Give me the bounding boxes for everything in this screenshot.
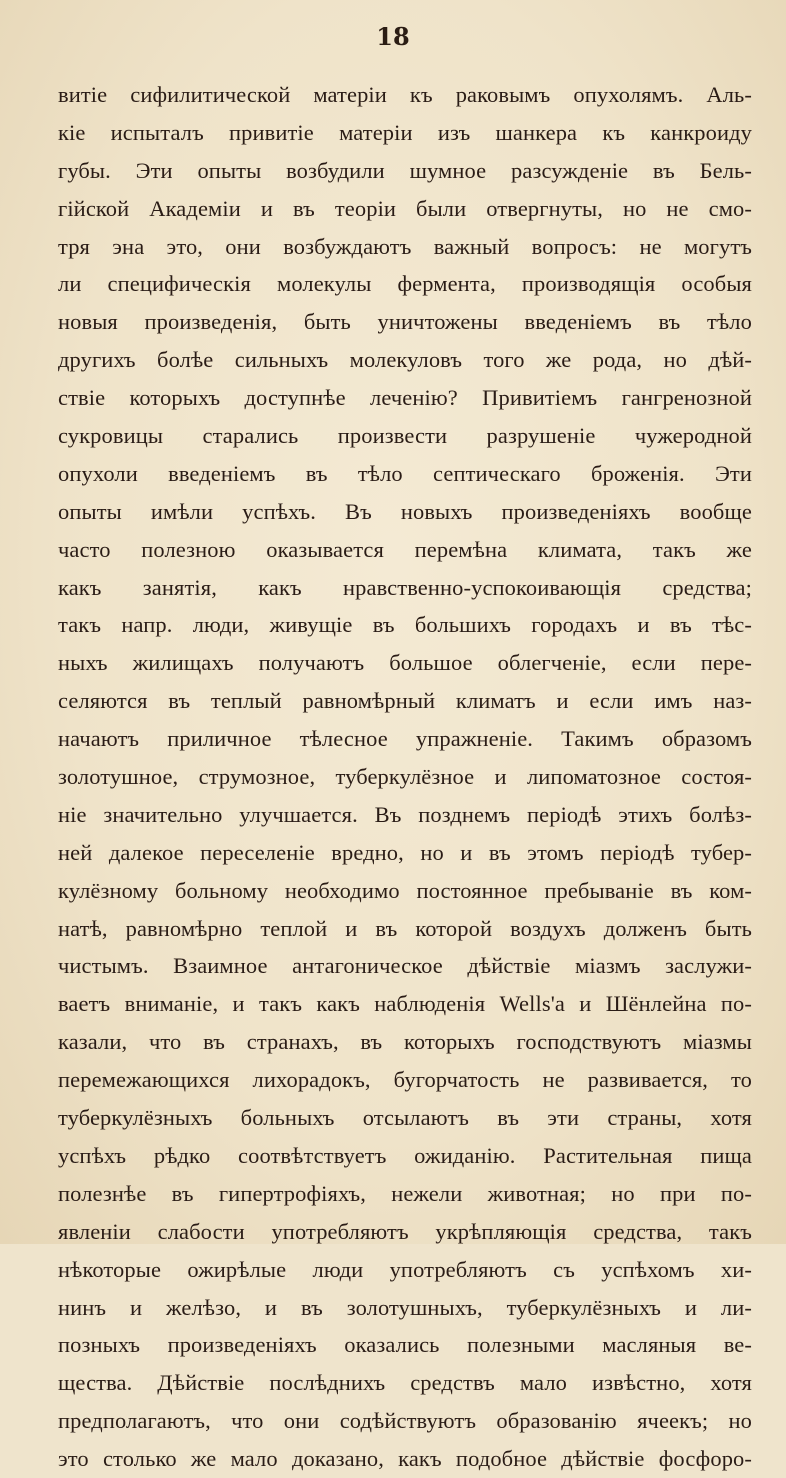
text-line: нинъ и желѣзо, и въ золотушныхъ, туберкулёзныхъ и ли- [58,1294,752,1320]
text-line: казали, что въ странахъ, въ которыхъ господствуютъ міазмы [58,1029,752,1055]
text-line: такъ напр. люди, живущіе въ большихъ городахъ и въ тѣс- [58,612,752,638]
text-line: туберкулёзныхъ больныхъ отсылаютъ въ эти страны, хотя [58,1105,752,1131]
text-line: витіе сифилитической матеріи къ раковымъ опухолямъ. Аль- [58,82,752,107]
text-line: селяются въ теплый равномѣрный климатъ и если имъ наз- [58,688,752,714]
text-line: опухоли введеніемъ въ тѣло септическаго броженія. Эти [58,460,752,486]
text-line: позныхъ произведеніяхъ оказались полезными масляныя ве- [58,1332,752,1358]
text-line: ваетъ вниманіе, и такъ какъ наблюденія Wells'а и Шёнлейна по- [58,991,752,1017]
text-line: новыя произведенія, быть уничтожены введеніемъ въ тѣло [58,309,752,335]
text-line: губы. Эти опыты возбудили шумное разсужденіе въ Бель- [58,157,752,183]
text-line: ныхъ жилищахъ получаютъ большое облегченіе, если пере- [58,650,752,676]
text-line: опыты имѣли успѣхъ. Въ новыхъ произведеніяхъ вообще [58,498,752,524]
text-line: другихъ болѣе сильныхъ молекуловъ того же рода, но дѣй- [58,347,752,373]
text-line: явленіи слабости употребляютъ укрѣпляющія средства, такъ [58,1218,752,1244]
text-line: щества. Дѣйствіе послѣднихъ средствъ мало извѣстно, хотя [58,1370,752,1396]
text-line: ли специфическія молекулы фермента, производящія особыя [58,271,752,297]
text-line: какъ занятія, какъ нравственно-успокоивающія средства; [58,574,752,600]
text-line: это столько же мало доказано, какъ подобное дѣйствіе фосфоро- [58,1446,752,1472]
text-line: тря эна это, они возбуждаютъ важный вопросъ: не могутъ [58,233,752,259]
text-line: полезнѣе въ гипертрофіяхъ, нежели животная; но при по- [58,1180,752,1206]
text-line: ствіе которыхъ доступнѣе леченію? Привитіемъ гангренозной [58,385,752,411]
text-line: успѣхъ рѣдко соотвѣтствуетъ ожиданію. Растительная пища [58,1142,752,1168]
text-line: ней далекое переселеніе вредно, но и въ этомъ періодѣ тубер- [58,839,752,865]
text-line: часто полезною оказывается перемѣна климата, такъ же [58,536,752,562]
text-line: сукровицы старались произвести разрушеніе чужеродной [58,423,752,449]
text-line: кулёзному больному необходимо постоянное пребываніе въ ком- [58,877,752,903]
text-line: ніе значительно улучшается. Въ позднемъ періодѣ этихъ болѣз- [58,801,752,827]
page-number: 18 [376,22,410,51]
text-line: начаютъ приличное тѣлесное упражненіе. Такимъ образомъ [58,726,752,752]
text-line: кіе испыталъ привитіе матеріи изъ шанкера къ канкроиду [58,119,752,145]
text-line: чистымъ. Взаимное антагоническое дѣйствіе міазмъ заслужи- [58,953,752,979]
text-line: золотушное, струмозное, туберкулёзное и липоматозное состоя- [58,764,752,790]
text-line: натѣ, равномѣрно теплой и въ которой воздухъ долженъ быть [58,915,752,941]
text-line: перемежающихся лихорадокъ, бугорчатость не развивается, то [58,1067,752,1093]
text-line: предполагаютъ, что они содѣйствуютъ образованію ячеекъ; но [58,1408,752,1434]
text-line: гійской Академіи и въ теоріи были отвергнуты, но не смо- [58,195,752,221]
text-line: нѣкоторые ожирѣлые люди употребляютъ съ успѣхомъ хи- [58,1256,752,1282]
body-text [58,76,752,1478]
